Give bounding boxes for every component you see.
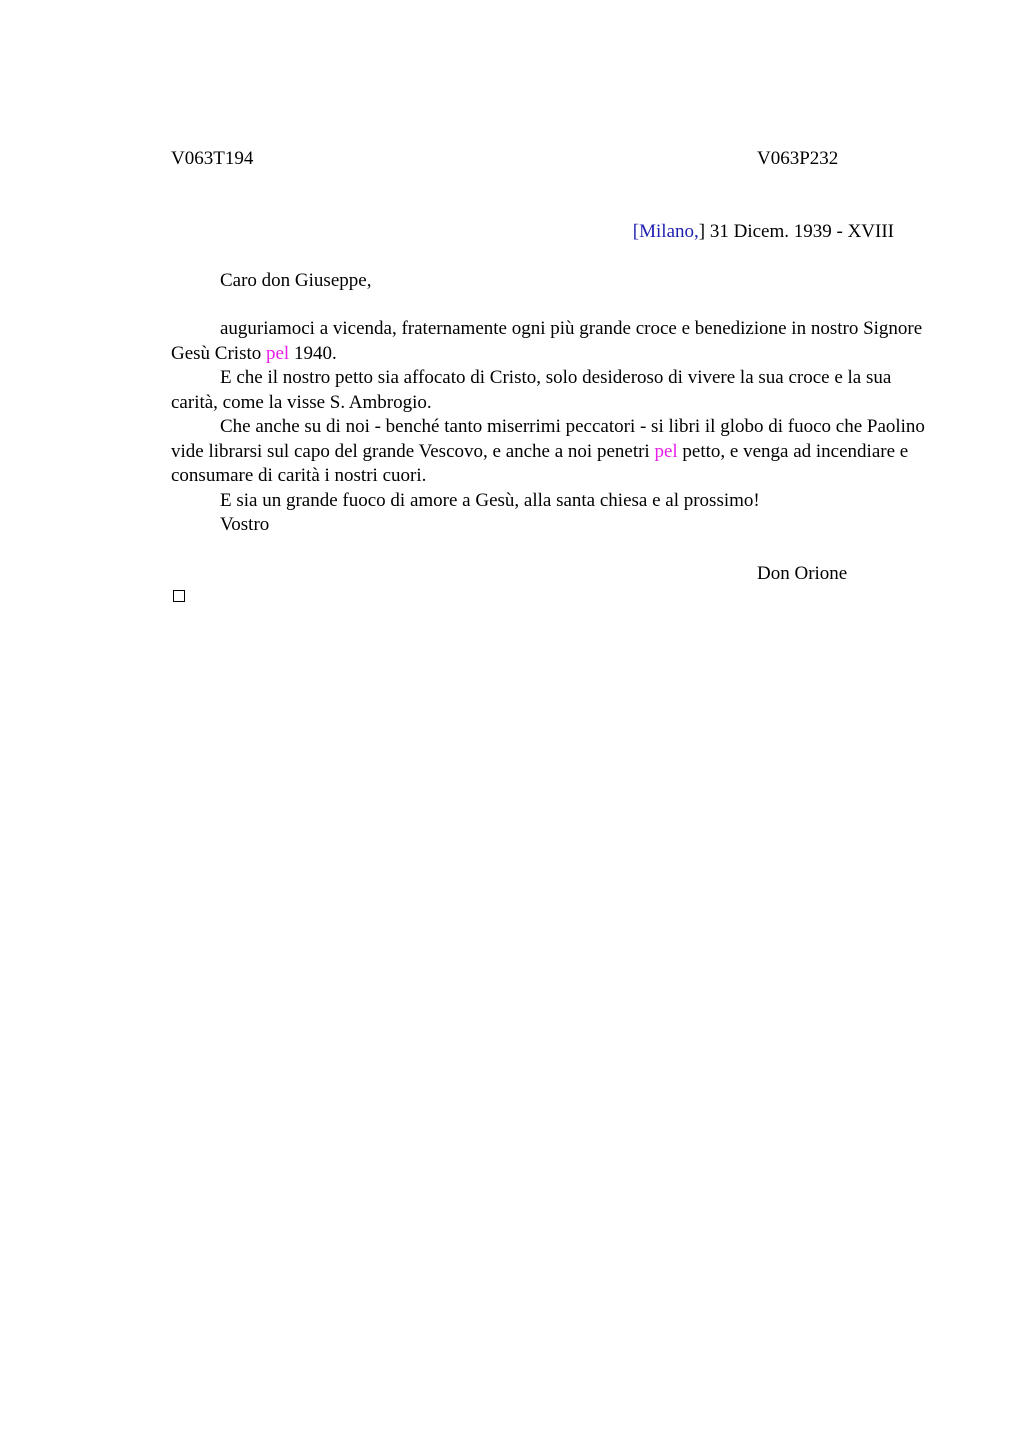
paragraph-3: [171, 415, 931, 489]
paragraph-3-text-a: Che anche su di noi - benché tanto miserrimi peccatori - si libri il globo di fuoco che Paolino vide librarsi sul capo del grande Vescovo, e anche a noi penetri: [171, 416, 925, 462]
right-code: V063P232: [757, 148, 839, 169]
dateline: [633, 220, 894, 245]
left-code: V063T194: [171, 148, 254, 169]
letter-body: [171, 317, 931, 538]
signature: Don Orione: [757, 563, 848, 584]
dateline-place: Milano,: [639, 221, 699, 242]
dateline-date: 31 Dicem. 1939 - XVIII: [705, 221, 894, 242]
paragraph-2: E che il nostro petto sia affocato di Cristo, solo desideroso di vivere la sua croce e la sua carità, come la visse S. Ambrogio.: [171, 367, 892, 413]
square-outline-icon: [173, 590, 185, 602]
paragraph-3-text-b: petto, e venga ad incendiare e consumare di carità i nostri cuori.: [171, 440, 909, 486]
paragraph-4: E sia un grande fuoco di amore a Gesù, alla santa chiesa e al prossimo!: [220, 489, 760, 511]
dateline-bracket-close: ]: [698, 221, 706, 242]
paragraph-1: [171, 317, 931, 366]
paragraph-1-text-a: auguriamoci a vicenda, fraternamente ogni più grande croce e benedizione in nostro Signore Gesù Cristo: [171, 318, 923, 364]
pel-word-2: pel: [654, 440, 678, 462]
dateline-bracket-open: [: [632, 221, 640, 242]
pel-word-1: pel: [266, 342, 290, 364]
paragraph-1-text-b: 1940.: [289, 342, 337, 364]
salutation: Caro don Giuseppe,: [220, 270, 372, 291]
closing: Vostro: [220, 514, 270, 535]
